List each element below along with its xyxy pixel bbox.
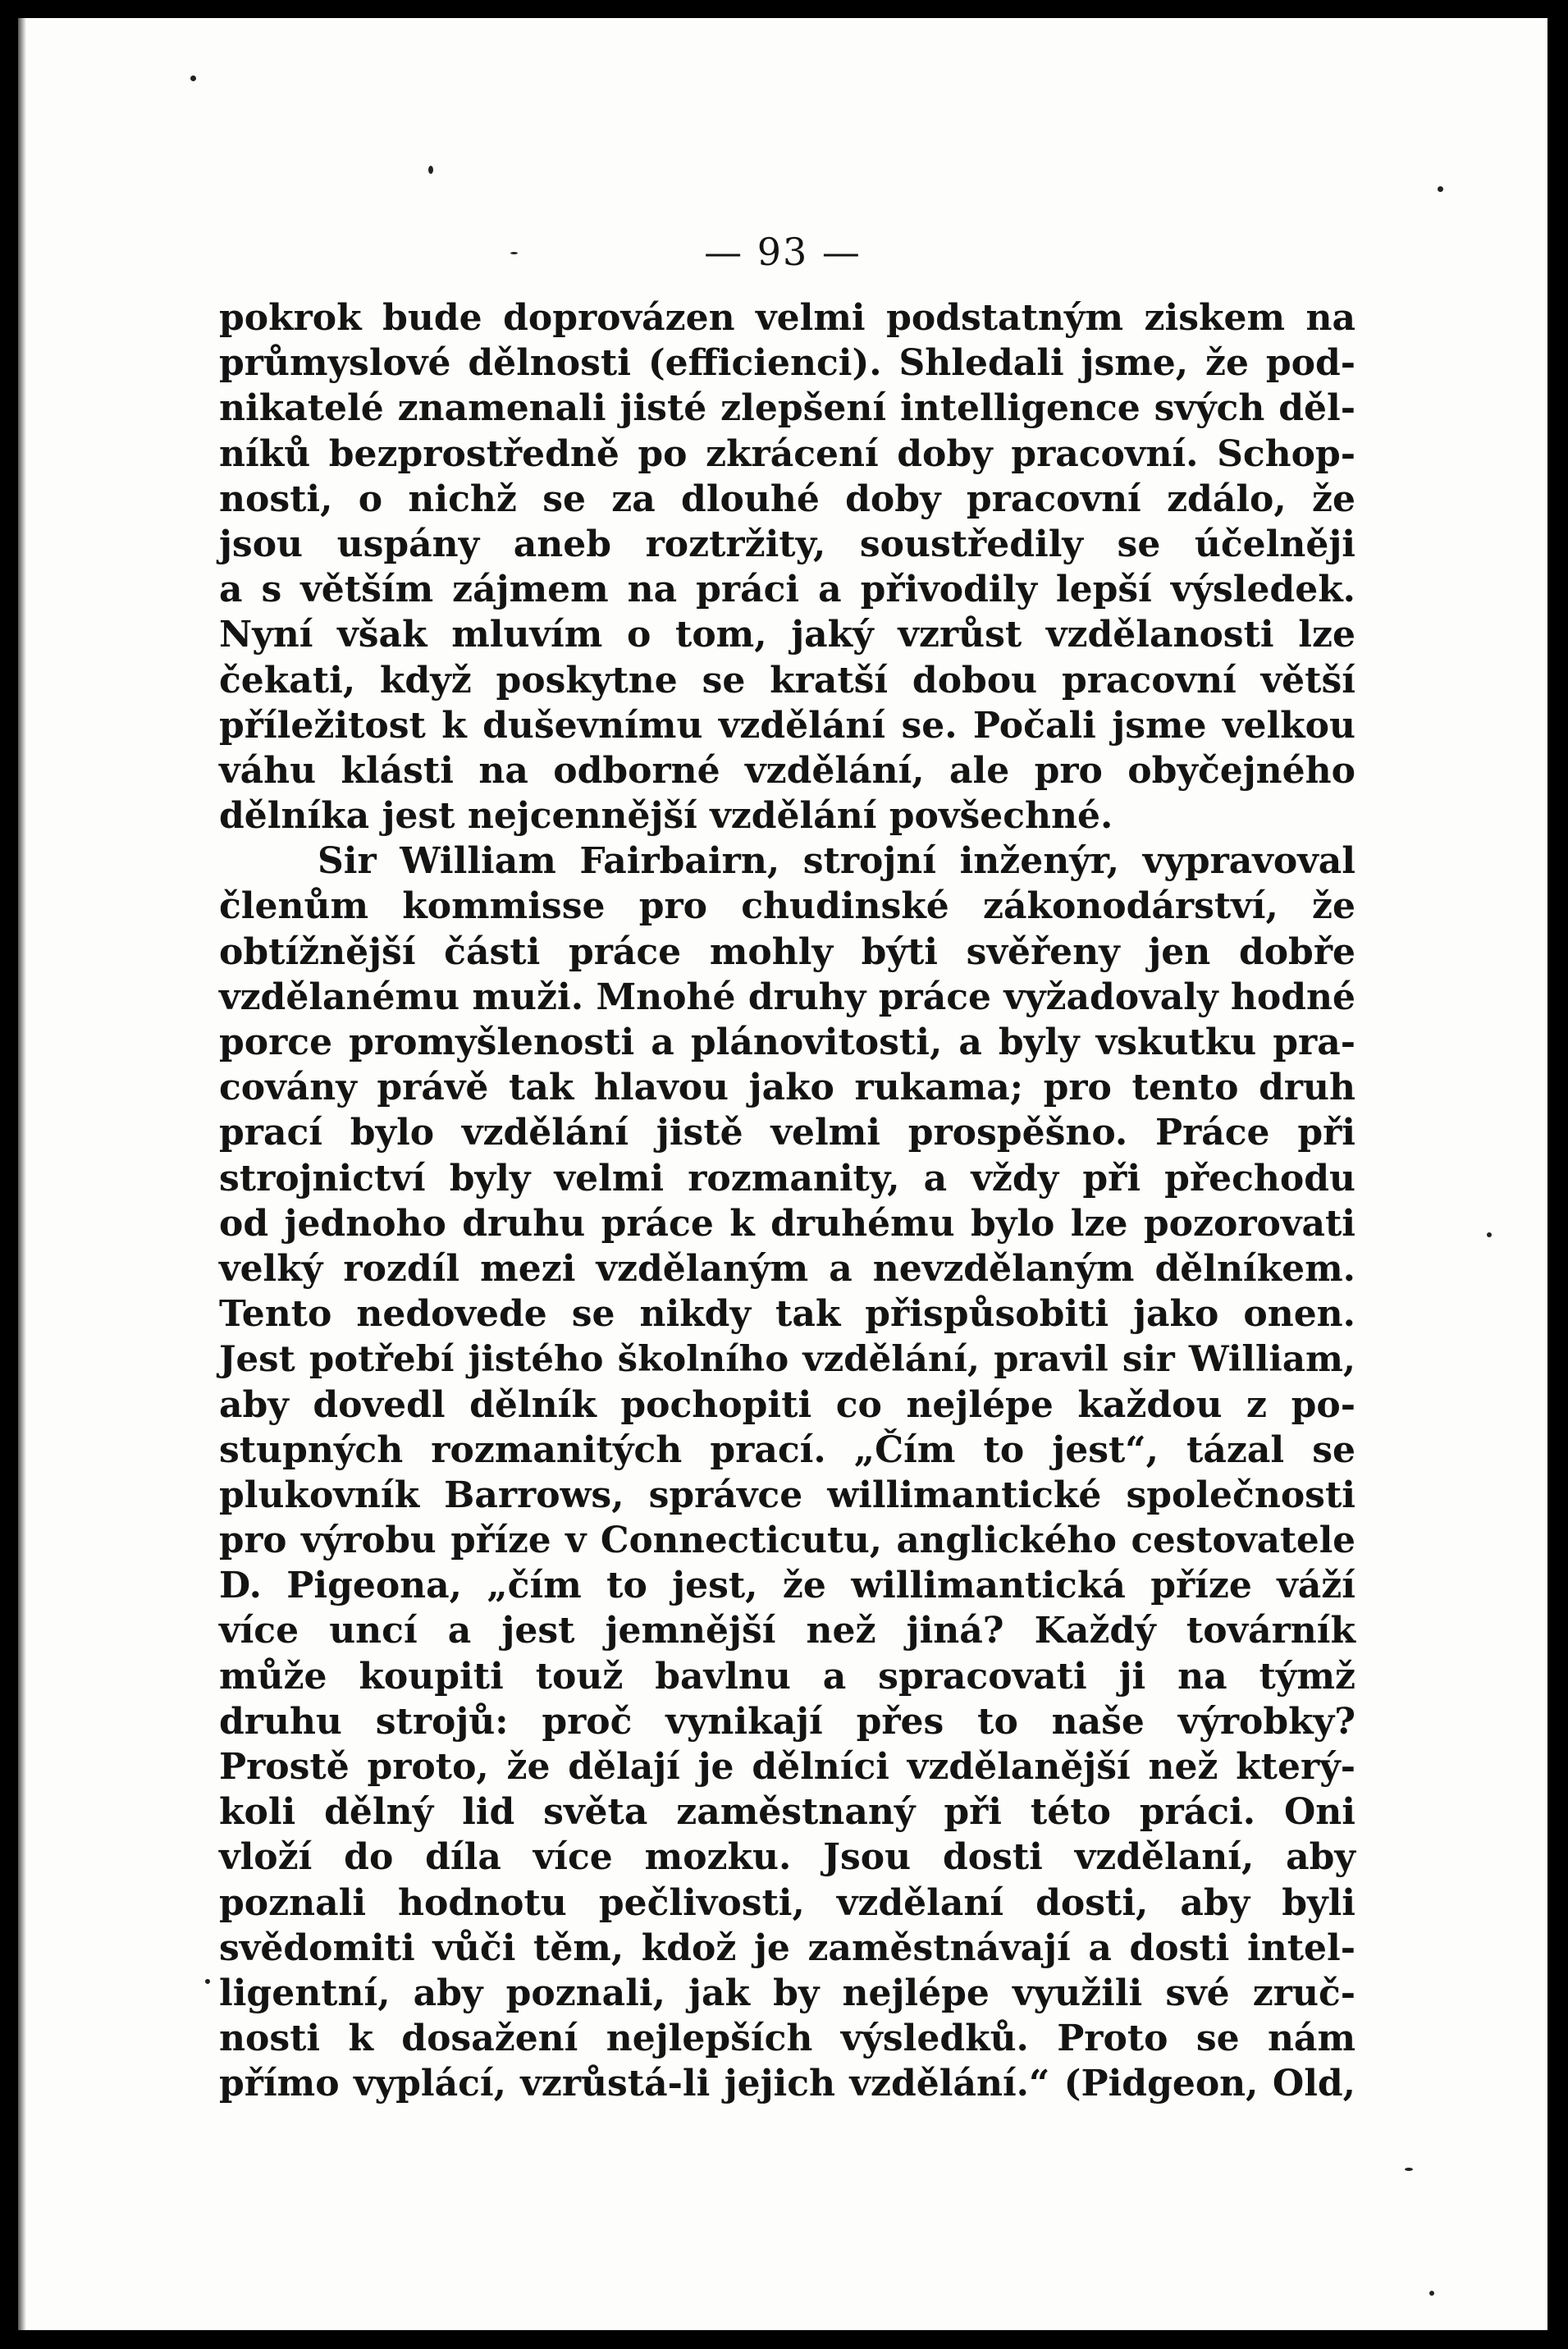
paper-speck <box>1429 2291 1434 2296</box>
paper-speck <box>1487 1232 1492 1237</box>
text-line: vloží do díla více mozku. Jsou dosti vzdělaní, aby <box>219 1836 1355 1879</box>
text-line: pokrok bude doprovázen velmi podstatným ziskem na <box>219 297 1355 339</box>
text-line: Jest potřebí jistého školního vzdělání, pravil sir William, <box>219 1338 1355 1381</box>
text-line: strojnictví byly velmi rozmanity, a vždy při přechodu <box>219 1157 1355 1200</box>
text-line: poznali hodnotu pečlivosti, vzdělaní dosti, aby byli <box>219 1881 1355 1924</box>
body-text <box>219 295 1355 2107</box>
text-line: plukovník Barrows, správce willimantické společnosti <box>219 1474 1355 1516</box>
text-line: váhu klásti na odborné vzdělání, ale pro obyčejného <box>219 749 1355 792</box>
text-line: více uncí a jest jemnější než jiná? Každý továrník <box>219 1610 1355 1652</box>
text-line: může koupiti touž bavlnu a spracovati ji na týmž <box>219 1655 1355 1698</box>
text-line: přímo vyplácí, vzrůstá-li jejich vzdělání.“ (Pidgeon, Old, <box>219 2063 1355 2105</box>
text-line: členům kommisse pro chudinské zákonodárství, že <box>219 885 1355 928</box>
text-line: Sir William Fairbairn, strojní inženýr, vypravoval <box>318 840 1355 883</box>
paper-speck <box>205 1979 210 1984</box>
text-line: Nyní však mluvím o tom, jaký vzrůst vzdělanosti lze <box>219 614 1355 656</box>
text-line: a s větším zájmem na práci a přivodily lepší výsledek. <box>219 569 1355 611</box>
text-line: nikatelé znamenali jisté zlepšení intelligence svých děl- <box>219 387 1355 430</box>
text-line: prací bylo vzdělání jistě velmi prospěšno. Práce při <box>219 1112 1355 1154</box>
text-line: obtížnější části práce mohly býti svěřeny jen dobře <box>219 930 1355 973</box>
page-edge-shadow <box>18 18 26 2330</box>
text-line: covány právě tak hlavou jako rukama; pro tento druh <box>219 1067 1355 1109</box>
text-line: průmyslové dělnosti (efficienci). Shledali jsme, že pod- <box>219 342 1355 385</box>
text-line: porce promyšlenosti a plánovitosti, a byly vskutku pra- <box>219 1021 1355 1063</box>
text-line: Tento nedovede se nikdy tak přispůsobiti jako onen. <box>219 1293 1355 1336</box>
text-line: pro výrobu příze v Connecticutu, anglického cestovatele <box>219 1520 1355 1562</box>
paper-speck <box>1405 2168 1413 2171</box>
text-line: čekati, když poskytne se kratší dobou pracovní větší <box>219 659 1355 702</box>
text-line: stupných rozmanitých prací. „Čím to jest“, tázal se <box>219 1428 1355 1471</box>
text-line: koli dělný lid světa zaměstnaný při této práci. Oni <box>219 1791 1355 1834</box>
text-line: svědomiti vůči těm, kdož je zaměstnávají a dosti intel- <box>219 1926 1355 1969</box>
text-line: níků bezprostředně po zkrácení doby pracovní. Schop- <box>219 432 1355 475</box>
text-line: aby dovedl dělník pochopiti co nejlépe každou z po- <box>219 1383 1355 1426</box>
text-line: Prostě proto, že dělají je dělníci vzdělanější než který- <box>219 1746 1355 1788</box>
book-page <box>18 18 1547 2330</box>
paper-speck <box>428 166 433 174</box>
text-line: vzdělanému muži. Mnohé druhy práce vyžadovaly hodné <box>219 976 1355 1018</box>
text-line: dělníka jest nejcennější vzdělání povšechné. <box>219 795 1113 838</box>
text-line: nosti, o nichž se za dlouhé doby pracovní zdálo, že <box>219 478 1355 520</box>
text-line: od jednoho druhu práce k druhému bylo lze pozorovati <box>219 1202 1355 1245</box>
text-line: nosti k dosažení nejlepších výsledků. Proto se nám <box>219 2018 1355 2060</box>
text-line: D. Pigeona, „čím to jest, že willimantická příze váží <box>219 1565 1355 1607</box>
page-number: — 93 — <box>704 230 862 274</box>
paper-speck <box>1438 186 1443 192</box>
text-line: druhu strojů: proč vynikají přes to naše výrobky? <box>219 1700 1355 1743</box>
text-line: ligentní, aby poznali, jak by nejlépe využili své zruč- <box>219 1972 1355 2014</box>
text-line: velký rozdíl mezi vzdělaným a nevzdělaným dělníkem. <box>219 1247 1355 1290</box>
paper-speck <box>190 75 196 81</box>
text-line: jsou uspány aneb roztržity, soustředily se účelněji <box>219 523 1355 565</box>
text-line: příležitost k duševnímu vzdělání se. Počali jsme velkou <box>219 704 1355 747</box>
